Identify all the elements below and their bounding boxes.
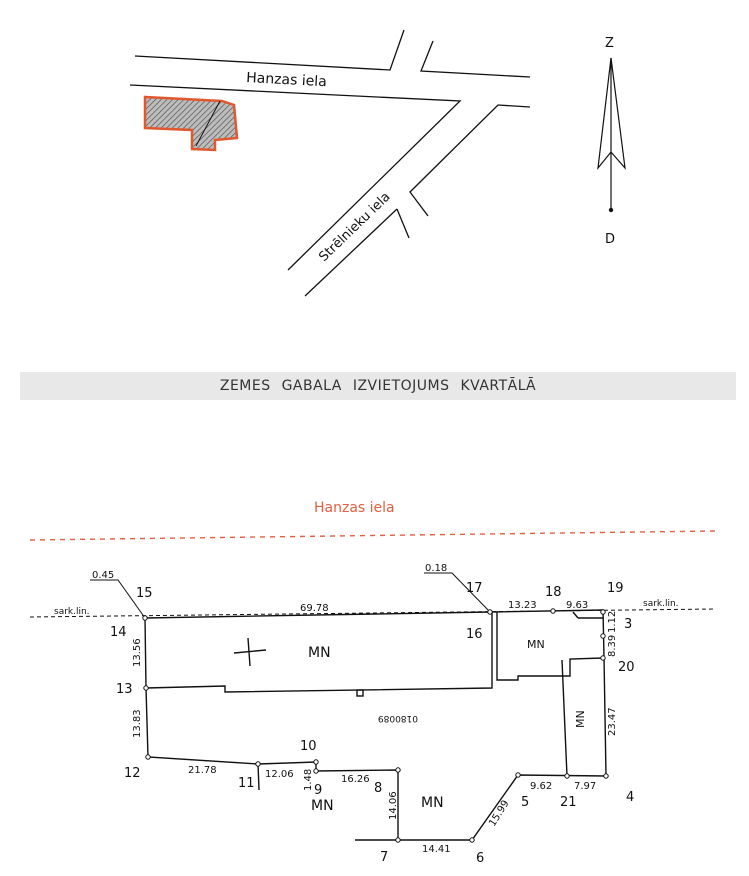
point-marker-3 — [601, 634, 605, 638]
dim-14-06: 14.06 — [388, 791, 399, 820]
building-marker — [357, 690, 363, 696]
point-label-10: 10 — [300, 739, 317, 754]
zone-label-south: MN — [421, 795, 444, 811]
zone-label-strip: MN — [574, 710, 587, 728]
point-marker-19 — [601, 610, 605, 614]
dim-21-78: 21.78 — [188, 765, 217, 776]
point-label-18: 18 — [545, 585, 562, 600]
point-marker-21 — [565, 774, 569, 778]
compass-tail-dot — [609, 208, 612, 211]
strelnieku-end-right — [397, 209, 409, 238]
street-label-hanzas: Hanzas iela — [245, 70, 328, 91]
point-marker-18 — [551, 609, 555, 613]
point-label-19: 19 — [607, 581, 624, 596]
dim-13-23: 13.23 — [508, 600, 537, 611]
point-label-13: 13 — [116, 682, 133, 697]
dim-7-97: 7.97 — [574, 781, 597, 792]
point-marker-6 — [470, 838, 474, 842]
plot-parcel — [145, 97, 237, 150]
dim-15-99: 15.99 — [487, 798, 512, 829]
point-marker-15 — [143, 616, 147, 620]
cross-h — [234, 650, 266, 653]
dimension-labels — [92, 563, 618, 855]
point-label-6: 6 — [476, 851, 485, 866]
compass-north-label: Z — [605, 36, 614, 51]
dim-0-18: 0.18 — [425, 563, 448, 574]
lot-divider-11 — [258, 764, 259, 790]
point-label-9: 9 — [314, 783, 323, 798]
hanzas-south-edge-right — [410, 105, 530, 216]
street-label-strelnieku: Strēlnieku iela — [316, 189, 394, 265]
point-marker-11 — [256, 762, 260, 766]
section-banner — [20, 372, 736, 400]
dim-13-56: 13.56 — [132, 638, 143, 667]
red-line-label-left: sark.lin. — [54, 607, 90, 617]
street-red-line — [30, 531, 715, 540]
dim-9-63: 9.63 — [566, 600, 589, 611]
hanzas-north-edge-left — [135, 30, 404, 70]
point-label-11: 11 — [238, 776, 255, 791]
point-marker-20 — [601, 656, 605, 660]
point-marker-12 — [146, 755, 150, 759]
point-label-20: 20 — [618, 660, 635, 675]
dim-16-26: 16.26 — [341, 774, 370, 785]
dim-0-45: 0.45 — [92, 570, 115, 581]
compass-south-label: D — [605, 232, 616, 247]
point-marker-10 — [314, 760, 318, 764]
point-marker-13 — [144, 686, 148, 690]
compass-arrow — [598, 58, 625, 212]
point-label-8: 8 — [374, 781, 383, 796]
point-marker-5 — [516, 773, 520, 777]
point-marker-4 — [604, 774, 608, 778]
point-label-4: 4 — [626, 790, 635, 805]
cadastral-number: 0180089 — [377, 713, 418, 723]
point-numbers — [110, 581, 635, 866]
plot-highlight — [145, 97, 237, 150]
dim-13-83: 13.83 — [132, 709, 143, 738]
section-title: ZEMES GABALA IZVIETOJUMS KVARTĀLĀ — [219, 378, 537, 394]
dim-1-48: 1.48 — [303, 768, 314, 791]
point-label-3: 3 — [624, 617, 633, 632]
zone-label-east: MN — [527, 638, 545, 651]
dim-23-47: 23.47 — [607, 707, 618, 736]
dim-12-06: 12.06 — [265, 769, 294, 780]
point-label-15: 15 — [136, 586, 153, 601]
plan-street-label: Hanzas iela — [314, 500, 395, 516]
dim-14-41: 14.41 — [422, 844, 451, 855]
red-line-label-right: sark.lin. — [643, 599, 679, 609]
point-label-14: 14 — [110, 625, 127, 640]
dim-8-39: 8.39 — [607, 634, 618, 657]
point-label-16: 16 — [466, 627, 483, 642]
dim-69-78: 69.78 — [300, 603, 329, 614]
point-marker-17 — [488, 610, 492, 614]
dim-1-12: 1.12 — [607, 610, 618, 633]
hanzas-north-edge-right — [421, 41, 530, 77]
dim-9-62: 9.62 — [530, 781, 553, 792]
point-marker-7 — [396, 838, 400, 842]
zone-label-west: MN — [311, 798, 334, 814]
point-label-5: 5 — [521, 795, 530, 810]
point-marker-9 — [314, 769, 318, 773]
point-label-7: 7 — [380, 850, 389, 865]
zone-label-main: MN — [308, 645, 331, 661]
point-marker-8 — [396, 768, 400, 772]
building-south-strip — [562, 660, 567, 776]
point-label-21: 21 — [560, 795, 577, 810]
lot-divider-18 — [573, 612, 578, 618]
point-label-12: 12 — [124, 766, 141, 781]
point-label-17: 17 — [466, 581, 483, 596]
building-east-part — [497, 612, 603, 680]
